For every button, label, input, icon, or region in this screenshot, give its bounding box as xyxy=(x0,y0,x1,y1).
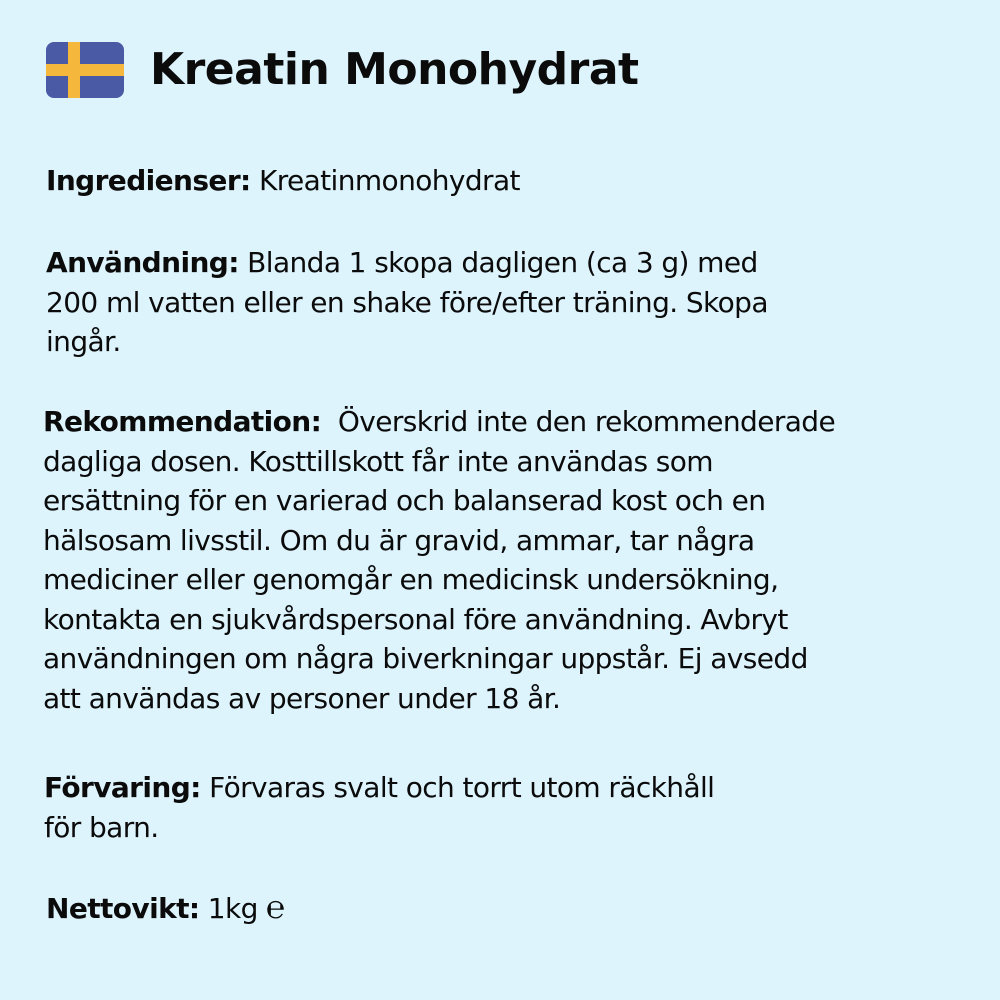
usage-line: ingår. xyxy=(46,325,121,358)
storage-line: Förvaras svalt och torrt utom räckhåll xyxy=(209,771,715,804)
usage-label: Användning: xyxy=(46,246,239,279)
usage-line: 200 ml vatten eller en shake före/efter träning. Skopa xyxy=(46,285,768,319)
storage-label: Förvaring: xyxy=(44,771,201,804)
estimated-sign-icon: ℮ xyxy=(265,888,285,926)
net-weight-value: 1kg xyxy=(207,892,258,925)
flag-cross-horizontal xyxy=(46,64,124,76)
recommendation-label: Rekommendation: xyxy=(43,405,322,438)
storage-section xyxy=(44,768,714,847)
ingredients-section xyxy=(46,161,520,201)
net-weight-label: Nettovikt: xyxy=(46,892,200,925)
recommendation-line: kontakta en sjukvårdspersonal före användning. Avbryt xyxy=(43,602,788,636)
net-weight-section xyxy=(46,888,284,929)
usage-section xyxy=(46,243,768,362)
usage-line: Blanda 1 skopa dagligen (ca 3 g) med xyxy=(247,246,758,279)
recommendation-line: Överskrid inte den rekommenderade xyxy=(337,405,836,438)
page-title: Kreatin Monohydrat xyxy=(150,44,639,95)
header xyxy=(46,42,639,98)
recommendation-line: ersättning för en varierad och balanserad kost och en xyxy=(43,484,766,517)
recommendation-line: dagliga dosen. Kosttillskott får inte användas som xyxy=(43,444,713,478)
swedish-flag-icon xyxy=(46,42,124,98)
ingredients-label: Ingredienser: xyxy=(46,164,251,197)
recommendation-section xyxy=(43,402,835,718)
storage-line: för barn. xyxy=(44,810,159,844)
ingredients-text: Kreatinmonohydrat xyxy=(258,164,520,197)
recommendation-line: att användas av personer under 18 år. xyxy=(43,681,561,715)
recommendation-line: mediciner eller genomgår en medicinsk undersökning, xyxy=(43,563,779,596)
recommendation-line: hälsosam livsstil. Om du är gravid, ammar, tar några xyxy=(43,523,755,557)
recommendation-line: användningen om några biverkningar uppstår. Ej avsedd xyxy=(43,642,808,675)
